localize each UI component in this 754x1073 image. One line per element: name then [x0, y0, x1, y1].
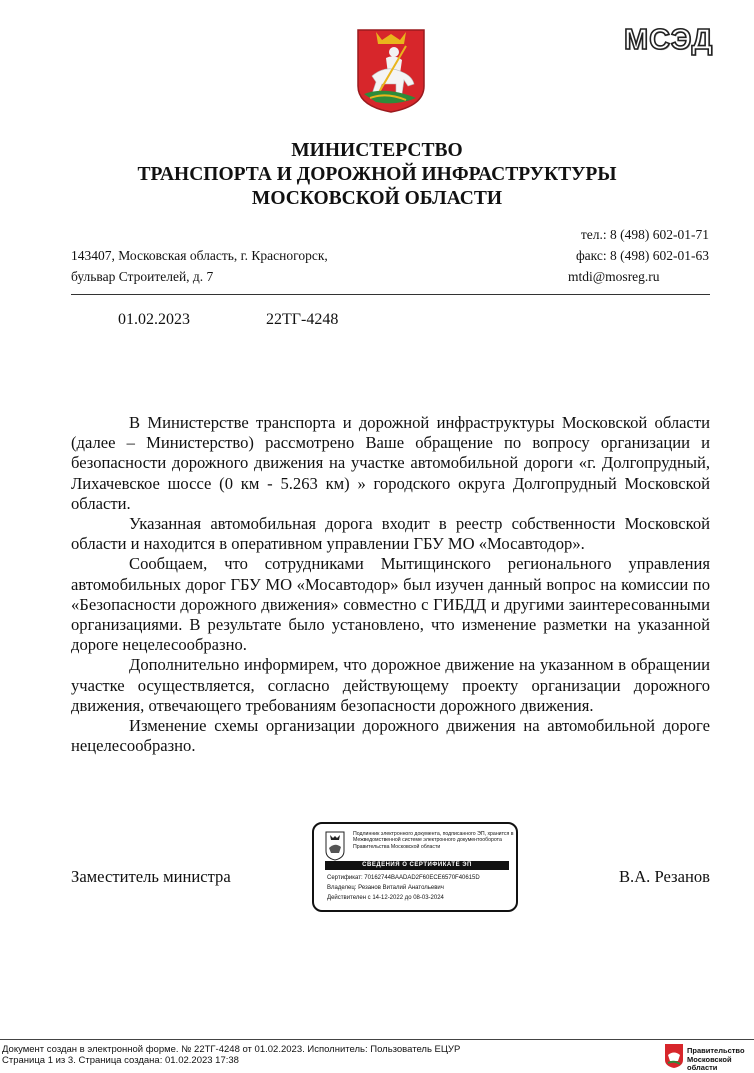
paragraph: Изменение схемы организации дорожного движения на автомобильной дороге нецелесообразно.: [71, 716, 710, 756]
signer-position: Заместитель министра: [71, 867, 231, 886]
paragraph: Сообщаем, что сотрудниками Мытищинского регионального управления автомобильных дорог ГБУ МО «Мосавтодор» был изучен данный вопрос на комиссии по «Безопасности дорожного движения» совместно с ГИБДД и другими заинтересованными организациями. В результате было установлено, что изменение разметки на указанной дороге нецелесообразно.: [71, 554, 710, 655]
address-line-1: 143407, Московская область, г. Красногорск,: [71, 248, 328, 263]
stamp-certificate: Сертификат: 70162744BAADAD2F60ECE6570F40615D: [327, 875, 480, 881]
government-logo-text: [687, 1047, 754, 1073]
e-signature-stamp: [312, 822, 518, 912]
ministry-line: МИНИСТЕРСТВО: [291, 140, 463, 161]
ministry-title: [0, 139, 754, 211]
coat-of-arms-icon: [356, 28, 426, 114]
paragraph: Дополнительно информирем, что дорожное движение на указанном в обращении участке осуществляется, согласно действующему проекту организации дорожного движения, отвечающего требованиям безопасности дорожного движения.: [71, 655, 710, 715]
signer-name: В.А. Резанов: [618, 867, 710, 886]
gov-line-2: Московской области: [687, 1054, 732, 1072]
contact-phone: тел.: 8 (498) 602-01-71: [580, 227, 709, 242]
document-date: 01.02.2023: [118, 311, 190, 328]
ministry-line: ТРАНСПОРТА И ДОРОЖНОЙ ИНФРАСТРУКТУРЫ: [137, 164, 617, 185]
paragraph: Указанная автомобильная дорога входит в реестр собственности Московской области и находится в оперативном управлении ГБУ МО «Мосавтодор».: [71, 514, 710, 554]
paragraph: В Министерстве транспорта и дорожной инфраструктуры Московской области (далее – Министерство) рассмотрено Ваше обращение по вопросу организации и безопасности дорожного движения на участке автомобильной дороги «г. Долгопрудный, Лихачевское шоссе (0 км - 5.263 км) » городского округа Долгопрудный Московской области.: [71, 413, 710, 513]
stamp-validity: Действителен с 14-12-2022 до 08-03-2024: [327, 895, 444, 901]
contact-email[interactable]: mtdi@mosreg.ru: [568, 269, 660, 284]
footer-line-2: Страница 1 из 3. Страница создана: 01.02.2023 17:38: [2, 1055, 239, 1066]
footer-divider: [0, 1039, 754, 1040]
ministry-line: МОСКОВСКОЙ ОБЛАСТИ: [251, 188, 503, 209]
stamp-owner: Владелец: Резанов Виталий Анатольевич: [327, 885, 444, 891]
stamp-emblem-icon: [325, 831, 345, 861]
document-number: 22ТГ-4248: [266, 311, 339, 328]
footer-line-1: Документ создан в электронной форме. № 22ТГ-4248 от 01.02.2023. Исполнитель: Пользователь ЕЦУР: [2, 1044, 461, 1055]
msed-logo: МСЭД: [624, 24, 714, 56]
stamp-note: Подлинник электронного документа, подписанного ЭП, хранится в Межведомственной системе электронного документооборота Правительства Московской области: [353, 831, 514, 850]
gov-line-1: Правительство: [687, 1046, 745, 1055]
header-divider: [71, 294, 710, 295]
letter-body: [71, 413, 710, 756]
government-emblem-icon: [664, 1043, 684, 1069]
contact-fax: факс: 8 (498) 602-01-63: [575, 248, 709, 263]
stamp-title: СВЕДЕНИЯ О СЕРТИФИКАТЕ ЭП: [325, 861, 509, 870]
address-line-2: бульвар Строителей, д. 7: [71, 269, 214, 284]
